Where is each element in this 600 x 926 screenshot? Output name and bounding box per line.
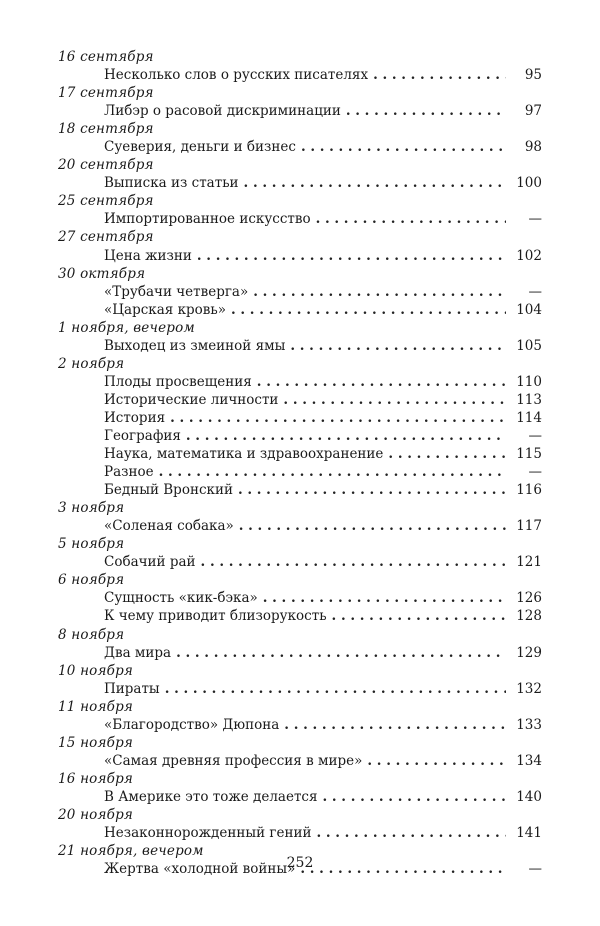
toc-entry — [104, 373, 542, 391]
dot-leader — [263, 589, 506, 607]
toc-entry-title: Жертва «холодной войны» — [104, 861, 296, 878]
toc-entry-page: 105 — [516, 337, 542, 354]
toc-entry — [104, 752, 542, 770]
toc-entry-title: Бедный Вронский — [104, 482, 233, 499]
toc-entry-page: 132 — [516, 680, 542, 697]
dot-leader — [284, 716, 506, 734]
dot-leader — [159, 463, 506, 481]
toc-entry-page: 128 — [516, 608, 542, 625]
toc-entry-page: 102 — [516, 247, 542, 264]
dot-leader — [388, 445, 506, 463]
toc-entry-page: 104 — [516, 301, 542, 318]
toc-entry-page: 98 — [524, 139, 542, 156]
toc-entry — [104, 301, 542, 319]
toc-entry-title: К чему приводит близорукость — [104, 608, 327, 625]
toc-entry-title: Цена жизни — [104, 247, 192, 264]
toc-date-heading: 1 ноября, вечером — [58, 319, 195, 336]
toc-entry — [104, 66, 542, 84]
toc-entry — [104, 680, 542, 698]
dot-leader — [201, 553, 506, 571]
toc-entry-title: Выписка из статьи — [104, 175, 239, 192]
toc-date-heading: 15 ноября — [58, 734, 134, 751]
toc-entry-page: 117 — [516, 518, 542, 535]
page-number: 252 — [286, 855, 314, 871]
toc-entry — [104, 481, 542, 499]
toc-entry-page: — — [528, 427, 542, 444]
toc-entry — [104, 553, 542, 571]
toc-entry — [104, 427, 542, 445]
toc-date-heading: 20 сентября — [58, 157, 154, 174]
dot-leader — [316, 210, 506, 228]
dot-leader — [367, 752, 506, 770]
toc-date-heading: 5 ноября — [58, 536, 125, 553]
table-of-contents — [58, 48, 542, 878]
dot-leader — [301, 138, 506, 156]
toc-entry-page: 114 — [516, 409, 542, 426]
dot-leader — [239, 517, 506, 535]
toc-entry — [104, 716, 542, 734]
toc-entry-title: Импортированное искусство — [104, 211, 311, 228]
toc-entry-page: — — [528, 283, 542, 300]
toc-entry-page: 126 — [516, 590, 542, 607]
toc-entry-title: Несколько слов о русских писателях — [104, 67, 369, 84]
toc-entry-title: В Америке это тоже делается — [104, 788, 318, 805]
toc-entry-page: 121 — [516, 554, 542, 571]
toc-entry-title: Сущность «кик-бэка» — [104, 590, 258, 607]
toc-date-heading: 6 ноября — [58, 572, 125, 589]
toc-entry-page: 110 — [516, 373, 542, 390]
toc-entry-page: 129 — [516, 644, 542, 661]
toc-entry — [104, 210, 542, 228]
toc-entry-title: «Самая древняя профессия в мире» — [104, 752, 363, 769]
dot-leader — [283, 391, 506, 409]
toc-entry-title: Исторические личности — [104, 391, 279, 408]
toc-date-heading: 18 сентября — [58, 121, 154, 138]
toc-entry-page: — — [528, 861, 542, 878]
dot-leader — [373, 66, 506, 84]
toc-date-heading: 17 сентября — [58, 85, 154, 102]
toc-entry — [104, 174, 542, 192]
toc-date-heading: 21 ноября, вечером — [58, 843, 204, 860]
toc-entry-title: Наука, математика и здравоохранение — [104, 446, 384, 463]
toc-entry-page: 100 — [516, 175, 542, 192]
toc-entry-page: 97 — [524, 103, 542, 120]
toc-entry-page: 134 — [516, 752, 542, 769]
toc-entry-page: 116 — [516, 482, 542, 499]
toc-date-heading: 20 ноября — [58, 806, 134, 823]
toc-date-heading: 8 ноября — [58, 626, 125, 643]
toc-entry — [104, 409, 542, 427]
toc-entry — [104, 644, 542, 662]
toc-entry-title: Разное — [104, 464, 154, 481]
toc-entry — [104, 517, 542, 535]
toc-entry — [104, 247, 542, 265]
toc-entry-title: Незаконнорожденный гений — [104, 825, 312, 842]
toc-entry — [104, 445, 542, 463]
dot-leader — [323, 788, 507, 806]
toc-entry-title: Выходец из змеиной ямы — [104, 337, 286, 354]
dot-leader — [316, 824, 506, 842]
toc-date-heading: 10 ноября — [58, 662, 134, 679]
dot-leader — [238, 481, 506, 499]
toc-entry-page: 140 — [516, 788, 542, 805]
dot-leader — [346, 102, 506, 120]
toc-entry-page: 115 — [516, 446, 542, 463]
toc-entry-title: Пираты — [104, 680, 160, 697]
toc-entry — [104, 824, 542, 842]
toc-entry-title: «Царская кровь» — [104, 301, 226, 318]
toc-entry-title: «Трубачи четверга» — [104, 283, 249, 300]
toc-entry-title: Либэр о расовой дискриминации — [104, 103, 341, 120]
toc-date-heading: 25 сентября — [58, 193, 154, 210]
toc-entry-title: География — [104, 427, 181, 444]
toc-date-heading: 2 ноября — [58, 355, 125, 372]
toc-date-heading: 27 сентября — [58, 229, 154, 246]
toc-entry-title: Два мира — [104, 644, 172, 661]
dot-leader — [332, 607, 506, 625]
dot-leader — [231, 301, 506, 319]
toc-entry — [104, 788, 542, 806]
toc-entry-title: Собачий рай — [104, 554, 196, 571]
toc-entry-title: История — [104, 409, 166, 426]
toc-date-heading: 11 ноября — [58, 698, 134, 715]
toc-entry — [104, 589, 542, 607]
toc-entry-page: 113 — [516, 391, 542, 408]
toc-entry — [104, 463, 542, 481]
dot-leader — [165, 680, 506, 698]
dot-leader — [253, 283, 506, 301]
toc-entry-page: 133 — [516, 716, 542, 733]
toc-entry — [104, 337, 542, 355]
dot-leader — [244, 174, 506, 192]
dot-leader — [170, 409, 506, 427]
dot-leader — [257, 373, 506, 391]
toc-date-heading: 3 ноября — [58, 500, 125, 517]
toc-entry-page: 141 — [516, 825, 542, 842]
toc-date-heading: 16 ноября — [58, 770, 134, 787]
toc-entry-page: 95 — [524, 67, 542, 84]
dot-leader — [290, 337, 506, 355]
toc-entry — [104, 607, 542, 625]
dot-leader — [186, 427, 506, 445]
toc-entry-title: Плоды просвещения — [104, 373, 252, 390]
dot-leader — [176, 644, 506, 662]
toc-entry — [104, 391, 542, 409]
toc-date-heading: 16 сентября — [58, 49, 154, 65]
toc-entry-title: «Благородство» Дюпона — [104, 716, 280, 733]
toc-entry-title: «Соленая собака» — [104, 518, 234, 535]
toc-entry-title: Суеверия, деньги и бизнес — [104, 139, 296, 156]
toc-entry — [104, 102, 542, 120]
toc-date-heading: 30 октября — [58, 265, 146, 282]
toc-entry-page: — — [528, 211, 542, 228]
dot-leader — [197, 247, 506, 265]
toc-entry-page: — — [528, 464, 542, 481]
toc-entry — [104, 283, 542, 301]
toc-entry — [104, 138, 542, 156]
